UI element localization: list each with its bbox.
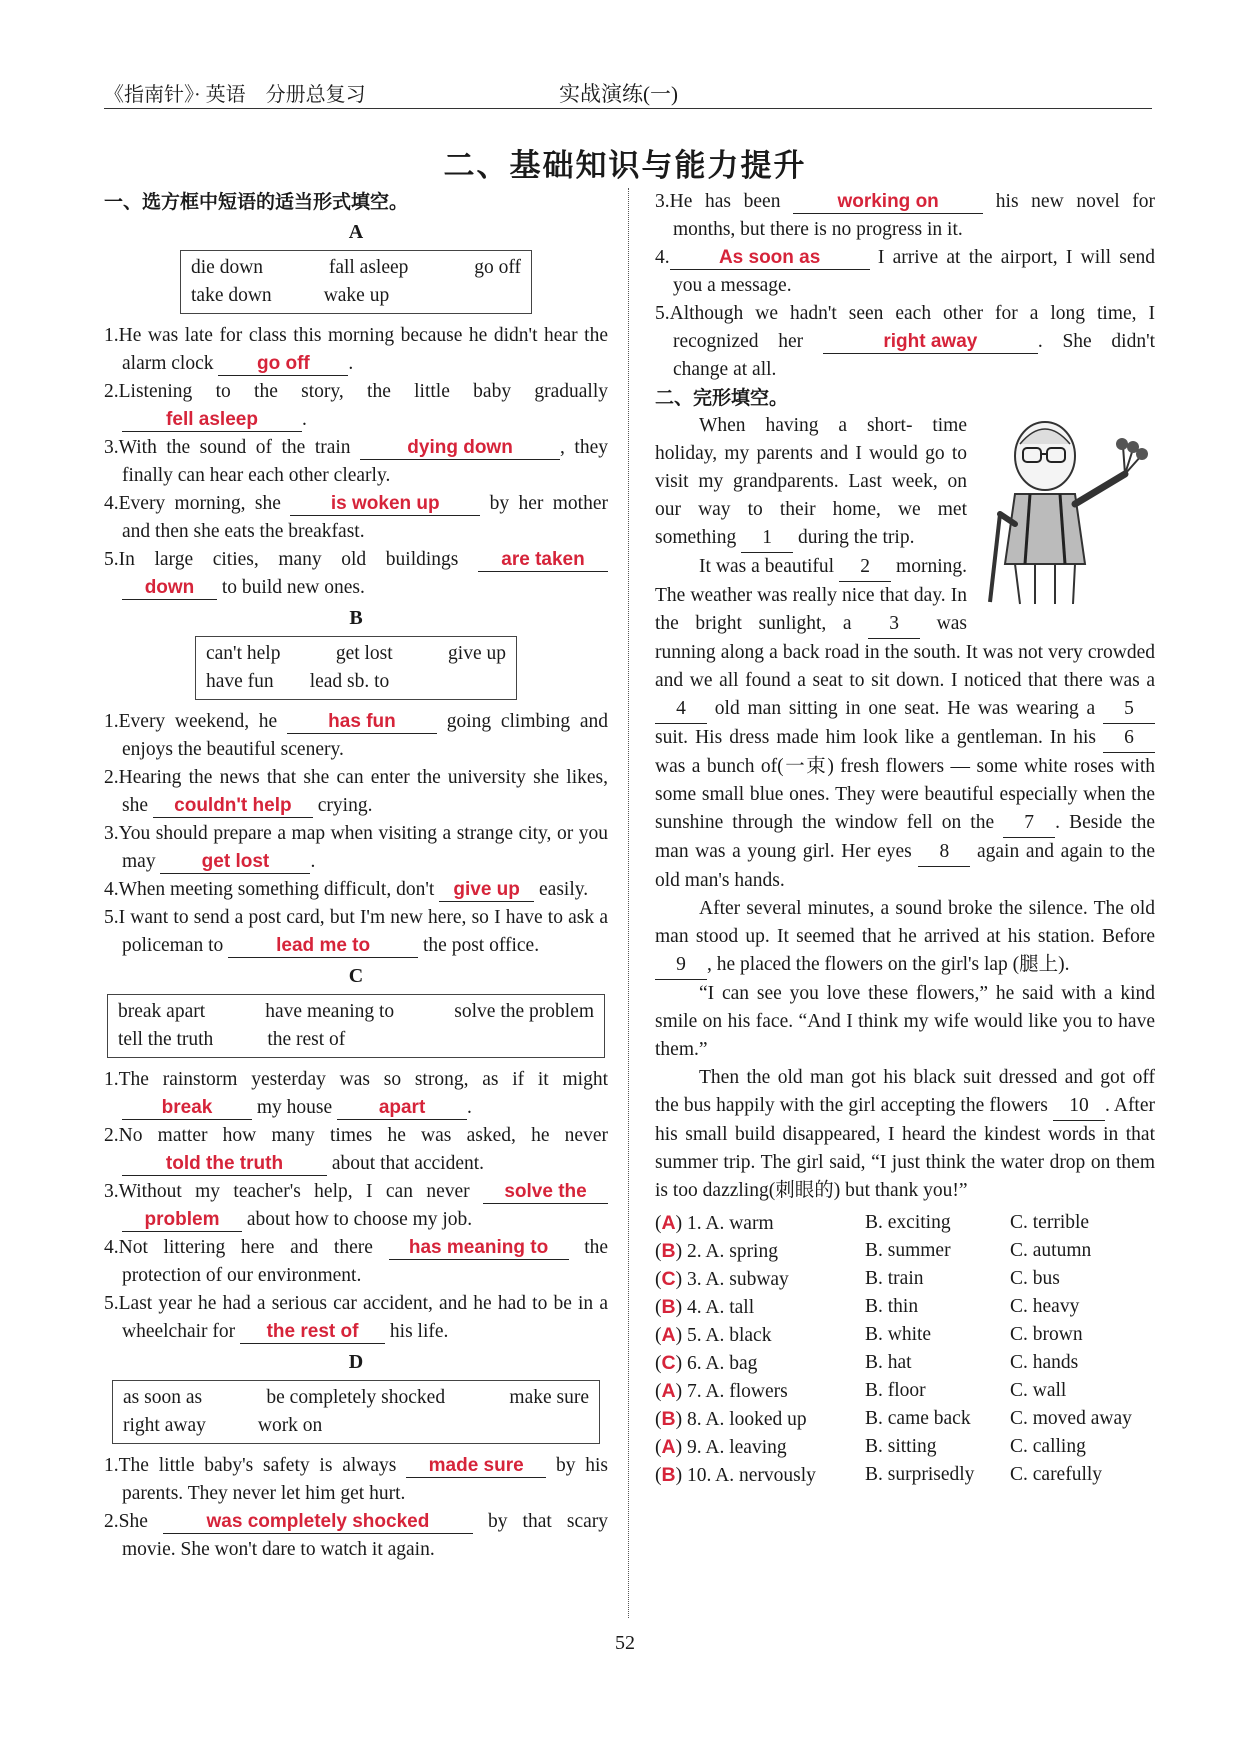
question-b2: 2.Hearing the news that she can enter the university she likes, she couldn't help crying. — [104, 767, 608, 816]
question-c4: 4.Not littering here and there has meaning to the protection of our environment. — [104, 1237, 609, 1286]
question-b5: 5.I want to send a post card, but I'm new here, so I have to ask a policeman to lead me to the post office. — [104, 907, 608, 956]
selected-answer: A — [661, 1380, 676, 1402]
passage-paragraph-5: Then the old man got his black suit dressed and got off the bus happily with the girl accepting the flowers 10 . After his small build disappeared, I heard the kindest words in that summer trip. The girl said, “I just think the water drop on them is too dazzling(刺眼的) but thank you!” — [655, 1067, 1156, 1201]
phrase: go off — [474, 257, 521, 278]
phrase: die down — [191, 257, 264, 278]
section2-title: 二、完形填空。 — [655, 387, 789, 409]
choice-row-2: (B) 2. A. spring B. summer C. autumn — [655, 1240, 1092, 1262]
phrase: be completely shocked — [266, 1387, 446, 1408]
column-divider — [628, 188, 629, 1618]
phrase: fall asleep — [328, 257, 409, 278]
question-b3: 3.You should prepare a map when visiting a strange city, or you may get lost . — [104, 823, 608, 872]
part-a-label: A — [348, 221, 364, 243]
question-a3: 3.With the sound of the train dying down , they finally can hear each other clearly. — [104, 437, 608, 486]
phrase: lead sb. to — [309, 671, 390, 692]
question-b1: 1.Every weekend, he has fun going climbing and enjoys the beautiful scenery. — [104, 711, 609, 760]
answer: give up — [439, 879, 534, 902]
question-d3: 3.He has been working on his new novel for months, but there is no progress in it. — [655, 191, 1156, 240]
blank-4: 4 — [655, 695, 707, 724]
answer: problem — [122, 1209, 242, 1232]
choice-row-1: (A) 1. A. warm B. exciting C. terrible — [655, 1212, 1090, 1234]
answer: told the truth — [122, 1153, 327, 1176]
part-b-label: B — [349, 607, 363, 629]
selected-answer: C — [661, 1352, 676, 1374]
choice-row-5: (A) 5. A. black B. white C. brown — [655, 1324, 1083, 1346]
answer: has meaning to — [389, 1237, 569, 1260]
question-d1: 1.The little baby's safety is always made sure by his parents. They never let him get hurt. — [104, 1455, 608, 1504]
phrase-box-d — [112, 1380, 600, 1444]
question-a2: 2.Listening to the story, the little baby gradually fell asleep . — [104, 381, 608, 430]
phrase: wake up — [323, 285, 390, 306]
choice-row-10: (B) 10. A. nervously B. surprisedly C. carefully — [655, 1464, 1103, 1486]
phrase: get lost — [335, 643, 393, 664]
phrase: break apart — [118, 1001, 206, 1022]
blank-7: 7 — [1003, 809, 1055, 838]
choice-row-7: (A) 7. A. flowers B. floor C. wall — [655, 1380, 1067, 1402]
selected-answer: A — [661, 1436, 676, 1458]
question-b4: 4.When meeting something difficult, don't give up easily. — [104, 879, 589, 900]
old-man-with-flowers-illustration — [975, 414, 1155, 609]
selected-answer: B — [661, 1240, 676, 1262]
phrase: have fun — [206, 671, 274, 692]
question-d5: 5.Although we hadn't seen each other for a long time, I recognized her right away . She didn't change at all. — [655, 303, 1155, 380]
blank-9: 9 — [655, 951, 707, 980]
selected-answer: A — [661, 1324, 676, 1346]
passage-paragraph-4: “I can see you love these flowers,” he said with a kind smile on his face. “And I think my wife would like you to have them.” — [655, 983, 1155, 1060]
phrase-box-a — [180, 250, 532, 314]
blank-1: 1 — [741, 524, 793, 553]
left-column — [104, 188, 608, 1564]
answer: get lost — [160, 851, 310, 874]
answer: is woken up — [290, 493, 480, 516]
selected-answer: B — [661, 1408, 676, 1430]
phrase: have meaning to — [265, 1001, 395, 1022]
question-c2: 2.No matter how many times he was asked, he never told the truth about that accident. — [104, 1125, 608, 1174]
blank-6: 6 — [1103, 724, 1155, 753]
selected-answer: B — [661, 1464, 676, 1486]
part-d-label: D — [348, 1351, 364, 1373]
answer: down — [122, 577, 217, 600]
choice-list — [655, 1209, 1155, 1489]
selected-answer: C — [661, 1268, 676, 1290]
book-title: 《指南针》· 英语 分册总复习 — [104, 84, 366, 106]
section1-title: 一、选方框中短语的适当形式填空。 — [104, 191, 409, 213]
phrase: take down — [191, 285, 272, 306]
passage-paragraph-3: After several minutes, a sound broke the silence. The old man stood up. It seemed that he arrived at his station. Before 9 , he placed the flowers on the girl's lap (腿上). — [655, 895, 1155, 980]
part-c-label: C — [348, 965, 364, 987]
answer: are taken — [478, 549, 608, 572]
choice-row-9: (A) 9. A. leaving B. sitting C. calling — [655, 1436, 1086, 1458]
chapter-title: 实战演练(一) — [559, 82, 678, 106]
blank-10: 10 — [1053, 1092, 1105, 1121]
answer: the rest of — [240, 1321, 385, 1344]
answer: working on — [793, 191, 983, 214]
phrase: can't help — [206, 643, 281, 664]
answer: made sure — [406, 1455, 546, 1478]
page-number: 52 — [615, 1632, 635, 1654]
answer: lead me to — [228, 935, 418, 958]
answer: has fun — [287, 711, 437, 734]
question-c1: 1.The rainstorm yesterday was so strong, as if it might break my house apart . — [104, 1069, 608, 1118]
blank-3: 3 — [868, 610, 920, 639]
passage-paragraph-1: When having a short- time holiday, my parents and I would go to visit my grandparents. Last week, on our way to their home, we met something 1 during the trip. — [655, 412, 1155, 553]
phrase: work on — [257, 1415, 323, 1436]
right-column — [655, 188, 1155, 1489]
question-a4: 4.Every morning, she is woken up by her mother and then she eats the breakfast. — [104, 493, 608, 542]
question-c5: 5.Last year he had a serious car accident, and he had to be in a wheelchair for the rest of his life. — [104, 1293, 608, 1342]
answer: couldn't help — [153, 795, 313, 818]
phrase: as soon as — [123, 1387, 203, 1408]
answer: solve the — [483, 1181, 608, 1204]
answer: go off — [218, 353, 348, 376]
answer: dying down — [360, 437, 560, 460]
passage-paragraph-2: It was a beautiful 2 morning. The weather was really nice that day. In the bright sunlight, a 3 was running along a back road in the south. It was not very crowded and we all found a seat to sit down. I noticed that there was a 4 old man sitting in one seat. He was wearing a 5 suit. His dress made him look like a gentleman. In his 6 was a bunch of(一束) fresh flowers — some white roses with some small blue ones. They were beautiful especially when the sunshine through the window fell on the 7 . Beside the man was a young girl. Her eyes 8 again and again to the old man's hands. — [655, 553, 1155, 895]
choice-row-3: (C) 3. A. subway B. train C. bus — [655, 1268, 1060, 1290]
question-d4: 4. As soon as I arrive at the airport, I will send you a message. — [655, 247, 1156, 296]
question-a5: 5.In large cities, many old buildings are taken down to build new ones. — [104, 546, 608, 602]
answer: As soon as — [670, 247, 870, 270]
choice-row-6: (C) 6. A. bag B. hat C. hands — [655, 1352, 1079, 1374]
phrase: give up — [448, 643, 506, 664]
blank-5: 5 — [1103, 695, 1155, 724]
phrase-box-b — [195, 636, 517, 700]
question-a1: 1.He was late for class this morning because he didn't hear the alarm clock go off . — [104, 325, 608, 374]
page-title: 二、基础知识与能力提升 — [443, 148, 807, 184]
page-header — [104, 78, 1152, 108]
phrase: solve the problem — [454, 1001, 594, 1022]
phrase: tell the truth — [118, 1029, 214, 1050]
answer: apart — [337, 1097, 467, 1120]
phrase-box-c — [107, 994, 605, 1058]
question-c3: 3.Without my teacher's help, I can never solve the problem about how to choose my job. — [104, 1178, 608, 1234]
blank-8: 8 — [918, 838, 970, 867]
selected-answer: A — [661, 1212, 676, 1234]
phrase: make sure — [509, 1387, 589, 1408]
answer: was completely shocked — [163, 1511, 473, 1534]
answer: break — [122, 1097, 252, 1120]
phrase: right away — [123, 1415, 206, 1436]
answer: fell asleep — [122, 409, 302, 432]
choice-row-4: (B) 4. A. tall B. thin C. heavy — [655, 1296, 1080, 1318]
answer: right away — [823, 331, 1038, 354]
choice-row-8: (B) 8. A. looked up B. came back C. moved away — [655, 1408, 1132, 1430]
selected-answer: B — [661, 1296, 676, 1318]
header-rule — [104, 108, 1152, 109]
blank-2: 2 — [839, 553, 891, 582]
question-d2: 2.She was completely shocked by that scary movie. She won't dare to watch it again. — [104, 1511, 608, 1560]
phrase: the rest of — [267, 1029, 346, 1050]
